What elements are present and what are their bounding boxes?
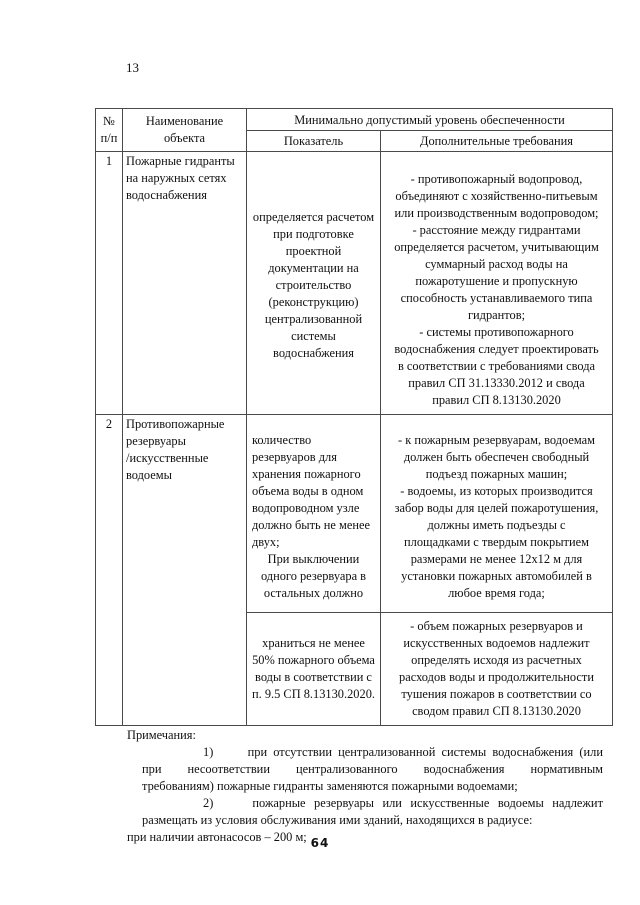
- row1-requirements: - противопожарный водопровод, объединяют с хозяйственно-питьевым или производственным водопроводом; - расстояние между гидрантами определяется расчетом, учитывающим суммарный расход воды на пожаротушение и пропускную способность устанавливаемого типа гидрантов; - системы противопожарного водоснабжения следует проектировать в соответствии с требованиями свода правил СП 31.13330.2012 и свода правил СП 8.13130.2020: [381, 152, 613, 415]
- row1-indicator: определяется расчетом при подготовке проектной документации на строительство (реконструкцию) централизованной системы водоснабжения: [247, 152, 381, 415]
- notes-section: [127, 727, 603, 846]
- note-2-line-2: размещать из условия обслуживания ими зданий, находящихся в радиусе:: [142, 813, 533, 827]
- requirements-table: [95, 108, 613, 726]
- header-object-name: Наименование объекта: [123, 109, 247, 152]
- note-2-marker: 2): [203, 796, 214, 810]
- row2-indicator-part1: количество резервуаров для хранения пожарного объема воды в одном водопроводном узле должно быть не менее двух; При выключении одного резервуара в остальных должно: [247, 415, 381, 613]
- note-1-line-2: при несоответствии централизованного водоснабжения нормативным: [142, 762, 603, 776]
- page-number-footer: 64: [310, 836, 330, 850]
- row2-object-name: Противопожарные резервуары /искусственные водоемы: [123, 415, 247, 726]
- note-2-line-1: 2) пожарные резервуары или искусственные водоемы надлежит: [203, 796, 603, 810]
- row1-object-name: Пожарные гидранты на наружных сетях водоснабжения: [123, 152, 247, 415]
- row1-num: 1: [96, 152, 123, 415]
- header-indicator: Показатель: [247, 131, 381, 152]
- header-num: № п/п: [96, 109, 123, 152]
- header-level: Минимально допустимый уровень обеспеченности: [247, 109, 613, 131]
- note-1-line-3: требованиям) пожарные гидранты заменяются пожарными водоемами;: [142, 779, 518, 793]
- note-last-line: при наличии автонасосов – 200 м;: [127, 830, 307, 844]
- note-1-line-1: 1) при отсутствии централизованной системы водоснабжения (или: [203, 745, 603, 759]
- page-number-top: 13: [126, 60, 139, 75]
- row2-requirements-part2: - объем пожарных резервуаров и искусственных водоемов надлежит определять исходя из расчетных расходов воды и продолжительности тушения пожаров в соответствии со сводом правил СП 8.13130.2020: [381, 613, 613, 726]
- header-requirements: Дополнительные требования: [381, 131, 613, 152]
- row2-num: 2: [96, 415, 123, 726]
- row2-indicator-part2: храниться не менее 50% пожарного объема воды в соответствии с п. 9.5 СП 8.13130.2020.: [247, 613, 381, 726]
- row2-requirements-part1: - к пожарным резервуарам, водоемам должен быть обеспечен свободный подъезд пожарных машин; - водоемы, из которых производится забор воды для целей пожаротушения, должны иметь подъезды с площадками с твердым покрытием размерами не менее 12х12 м для установки пожарных автомобилей в любое время года;: [381, 415, 613, 613]
- note-1-marker: 1): [203, 745, 214, 759]
- notes-title: Примечания:: [127, 728, 196, 742]
